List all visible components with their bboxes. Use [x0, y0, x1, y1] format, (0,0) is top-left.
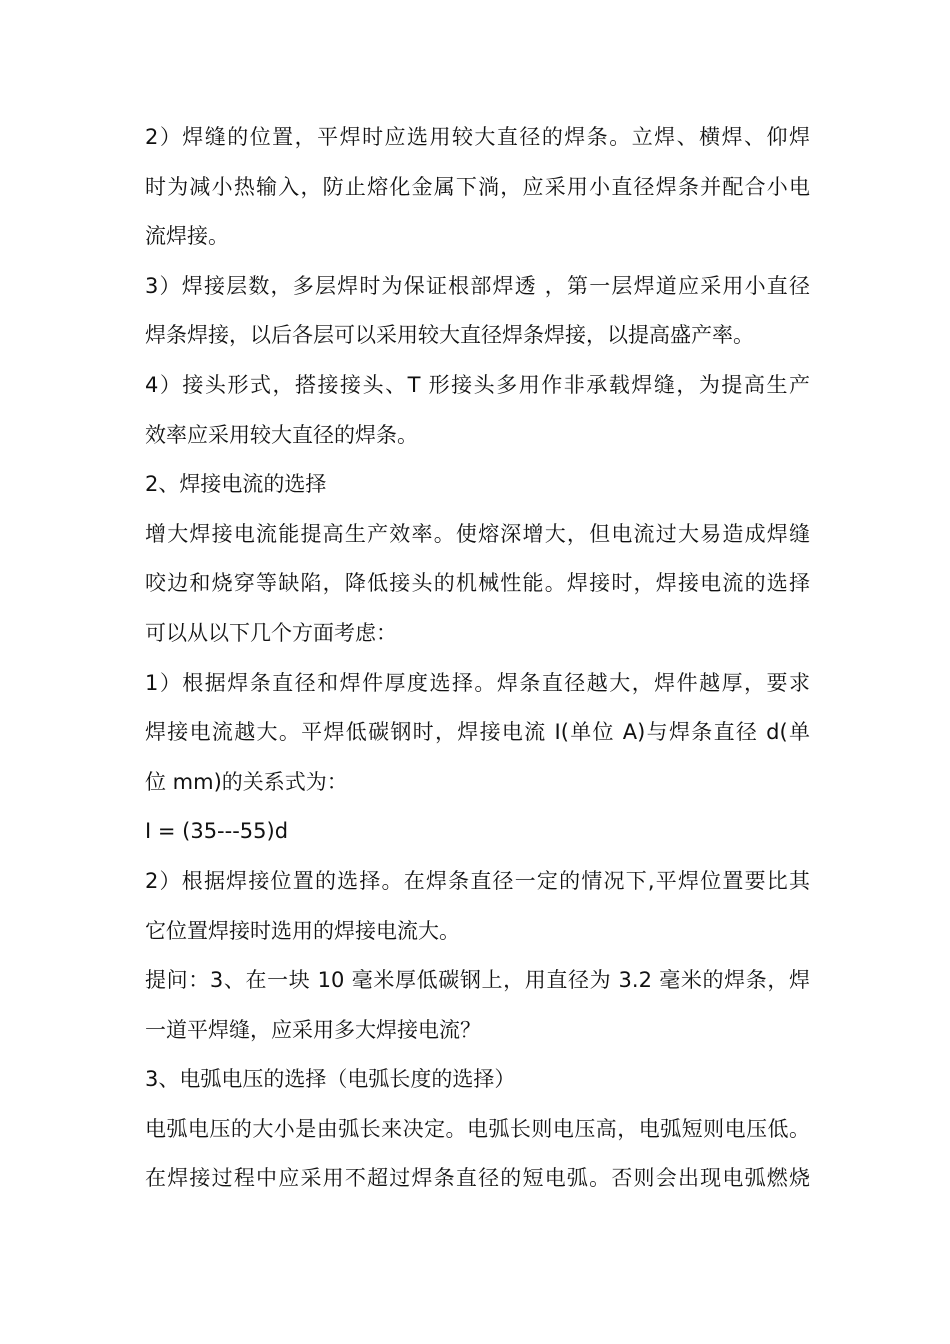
text-line: 电弧电压的大小是由弧长来决定。电弧长则电压高，电弧短则电压低。 [145, 1116, 810, 1141]
text-line: 时为减小热输入，防止熔化金属下淌，应采用小直径焊条并配合小电 [145, 174, 810, 199]
text-line: 2）根据焊接位置的选择。在焊条直径一定的情况下,平焊位置要比其 [145, 868, 810, 893]
text-line: 增大焊接电流能提高生产效率。使熔深增大，但电流过大易造成焊缝 [145, 521, 810, 546]
text-line: 4）接头形式，搭接接头、T 形接头多用作非承载焊缝，为提高生产 [145, 372, 810, 397]
text-line: 3）焊接层数，多层焊时为保证根部焊透 ，第一层焊道应采用小直径 [145, 273, 810, 298]
text-line: 效率应采用较大直径的焊条。 [145, 422, 418, 447]
document-body [145, 113, 810, 1204]
text-line: 在焊接过程中应采用不超过焊条直径的短电弧。否则会出现电弧燃烧 [145, 1166, 810, 1191]
question-line: 提问：3、在一块 10 毫米厚低碳钢上，用直径为 3.2 毫米的焊条，焊 [145, 968, 810, 993]
text-line: 咬边和烧穿等缺陷，降低接头的机械性能。焊接时，焊接电流的选择 [145, 571, 810, 596]
text-line: 焊接电流越大。平焊低碳钢时，焊接电流 I(单位 A)与焊条直径 d(单 [145, 720, 810, 745]
text-line: 它位置焊接时选用的焊接电流大。 [145, 918, 460, 943]
text-line: 位 mm)的关系式为： [145, 769, 348, 794]
text-line: 焊条焊接，以后各层可以采用较大直径焊条焊接，以提高盛产率。 [145, 323, 754, 348]
text-line: 可以从以下几个方面考虑： [145, 620, 397, 645]
text-line: 1）根据焊条直径和焊件厚度选择。焊条直径越大，焊件越厚，要求 [145, 670, 810, 695]
text-line: 2）焊缝的位置，平焊时应选用较大直径的焊条。立焊、横焊、仰焊 [145, 125, 810, 149]
text-line: 流焊接。 [145, 224, 229, 249]
section-heading: 3、电弧电压的选择（电弧长度的选择） [145, 1067, 516, 1092]
formula-line: I = (35---55)d [145, 819, 289, 844]
section-heading: 2、焊接电流的选择 [145, 472, 327, 497]
question-line: 一道平焊缝，应采用多大焊接电流？ [145, 1017, 481, 1042]
